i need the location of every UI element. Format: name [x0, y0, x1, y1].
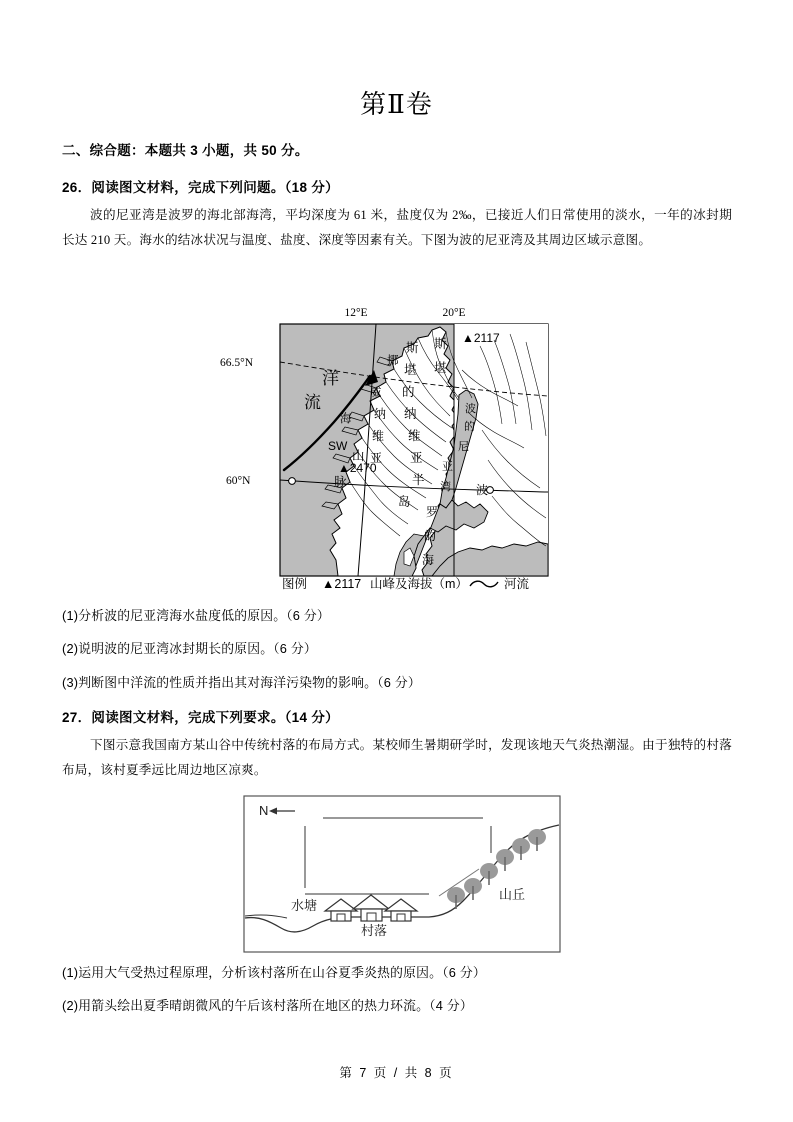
- label-mountains-2: 的: [402, 385, 415, 399]
- label-norwegian-sea-1: 海: [340, 413, 352, 425]
- label-range-2: 脉: [334, 475, 347, 489]
- latitude-label-60n: 60°N: [226, 475, 251, 487]
- label-east-2: 堪: [434, 361, 447, 375]
- label-bothnia-5: 湾: [440, 481, 451, 493]
- pond-label: 水塘: [291, 898, 318, 913]
- label-east-1: 斯: [434, 337, 447, 351]
- figure2-frame: [244, 796, 560, 952]
- label-norwegian-sea-3: 挪: [387, 355, 399, 367]
- question-27-sub-1: (1)运用大气受热过程原理，分析该村落所在山谷夏季炎热的原因。（6 分）: [62, 965, 486, 980]
- figure-village-valley: [243, 795, 561, 953]
- page-footer: 第 7 页 / 共 8 页: [339, 1066, 454, 1080]
- label-baltic-2: 的: [424, 529, 437, 543]
- peak-label-2470: ▲2470: [338, 461, 377, 475]
- question-27-sub-2: (2)用箭头绘出夏季晴朗微风的午后该村落所在地区的热力环流。（4 分）: [62, 998, 473, 1013]
- village-label: 村落: [361, 923, 388, 938]
- city-marker-west: [289, 478, 296, 485]
- section-heading: 二、综合题：本题共 3 小题，共 50 分。: [62, 143, 309, 158]
- label-bothnia-1: 波: [465, 403, 476, 415]
- label-ocean-current-1: 洋: [322, 369, 339, 388]
- latitude-label-665n: 66.5°N: [220, 357, 254, 369]
- label-gulf-1: 波: [476, 483, 489, 497]
- label-mountains-5: 维: [408, 429, 421, 443]
- question-27-heading: 27．阅读图文材料，完成下列要求。（14 分）: [62, 710, 339, 725]
- legend-peak-symbol: ▲2117: [322, 577, 362, 591]
- longitude-label-20e: 20°E: [442, 307, 466, 319]
- label-mountains-1: 纳: [404, 407, 417, 421]
- label-mountains-7: 半: [412, 473, 425, 487]
- question-27-passage: 下图示意我国南方某山谷中传统村落的布局方式。某校师生暑期研学时，发现该地天气炎热潮湿。由于独特的村落布局，该村夏季远比周边地区凉爽。: [62, 738, 732, 777]
- legend-river-icon: [470, 581, 498, 587]
- house-2-door: [367, 913, 376, 921]
- figure-scandinavia-map: [218, 300, 558, 592]
- house-1-door: [337, 914, 345, 921]
- label-peninsula-2: 维: [372, 429, 385, 443]
- label-norwegian-sea-2: 威: [370, 387, 382, 399]
- label-mountains-4: 斯: [406, 341, 419, 355]
- label-mountains-8: 岛: [398, 495, 411, 509]
- label-bothnia-3: 尼: [458, 441, 469, 453]
- north-label: N: [259, 803, 269, 818]
- label-baltic-1: 罗: [426, 505, 439, 519]
- question-26-sub-1: (1)分析波的尼亚湾海水盐度低的原因。（6 分）: [62, 608, 330, 623]
- longitude-label-12e: 12°E: [344, 307, 368, 319]
- label-ocean-current-2: 流: [304, 393, 321, 412]
- label-bothnia-2: 的: [464, 421, 475, 433]
- house-3-door: [397, 914, 405, 921]
- legend-river-text: 河流: [504, 577, 530, 591]
- label-peninsula-3: 亚: [370, 451, 383, 465]
- peak-label-2117: ▲2117: [462, 331, 500, 345]
- label-bothnia-4: 亚: [442, 461, 453, 473]
- label-mountains-6: 亚: [410, 451, 423, 465]
- question-26-sub-2: (2)说明波的尼亚湾冰封期长的原因。（6 分）: [62, 641, 317, 656]
- label-peninsula-1: 纳: [374, 407, 387, 421]
- hill-label: 山丘: [499, 887, 526, 902]
- legend-peak-text: 山峰及海拔（m）: [370, 577, 468, 591]
- question-26-passage: 波的尼亚湾是波罗的海北部海湾，平均深度为 61 米，盐度仅为 2‰，已接近人们日常使用的淡水，一年的冰封期长达 210 天。海水的结冰状况与温度、盐度、深度等因素有关。下图为波的尼亚湾及其周边区域示意图。: [62, 208, 732, 247]
- label-range-1: 山: [352, 449, 365, 463]
- question-26-sub-3: (3)判断图中洋流的性质并指出其对海洋污染物的影响。（6 分）: [62, 675, 421, 690]
- label-mountains-3: 堪: [404, 363, 417, 377]
- question-26-heading: 26．阅读图文材料，完成下列问题。（18 分）: [62, 180, 339, 195]
- label-baltic-3: 海: [422, 553, 435, 567]
- legend-title: 图例: [282, 577, 308, 591]
- page-title: 第Ⅱ卷: [360, 90, 433, 119]
- label-current-direction: SW: [328, 439, 348, 453]
